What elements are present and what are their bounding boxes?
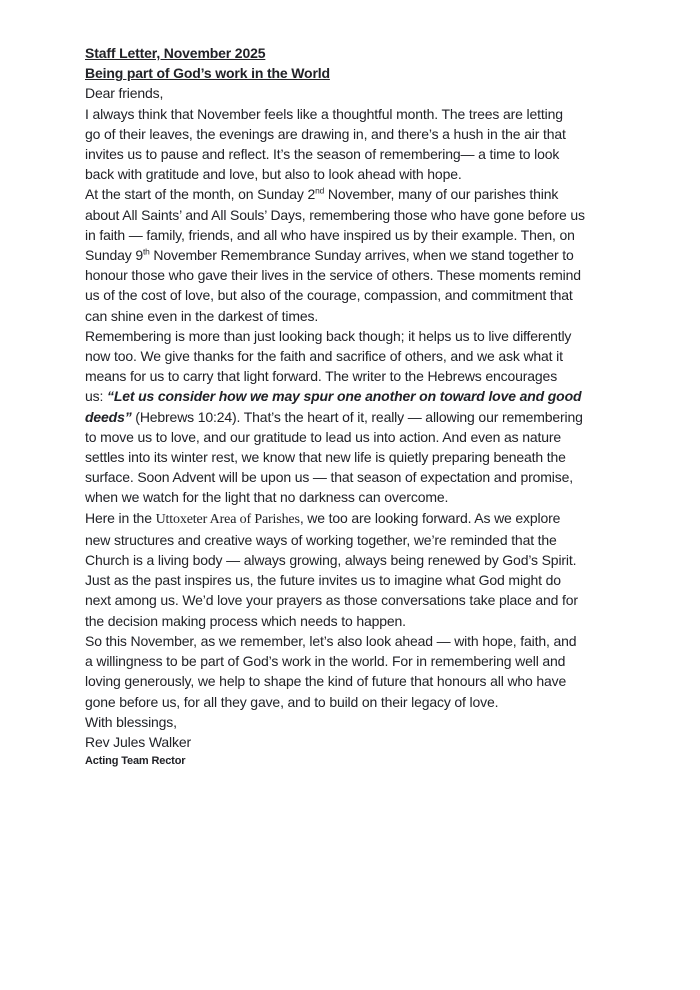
text-segment: Being part of God’s work in the World xyxy=(85,65,330,82)
text-segment: go of their leaves, the evenings are drawing in, and there’s a hush in the air that xyxy=(85,125,566,142)
text-segment: Just as the past inspires us, the future invites us to imagine what God might do xyxy=(85,572,561,589)
text-segment: back with gratitude and love, but also to look ahead with hope. xyxy=(85,166,462,183)
text-segment: about All Saints’ and All Souls’ Days, remembering those who have gone before us xyxy=(85,206,585,223)
text-segment: Staff Letter, November 2025 xyxy=(85,45,266,61)
text-line xyxy=(85,164,650,184)
bi-text-segment: deeds” xyxy=(85,408,132,425)
text-line xyxy=(85,467,650,487)
text-line xyxy=(85,63,650,83)
text-line xyxy=(85,407,650,427)
text-line xyxy=(85,508,650,530)
text-segment: in faith — family, friends, and all who have inspired us by their example. Then, on xyxy=(85,226,575,243)
text-line xyxy=(85,550,650,570)
text-segment: Remembering is more than just looking back though; it helps us to live differently xyxy=(85,327,572,344)
text-segment: (Hebrews 10:24). That’s the heart of it, really — allowing our remembering xyxy=(131,408,583,425)
text-line xyxy=(85,124,650,144)
text-line xyxy=(85,611,650,631)
text-segment: can shine even in the darkest of times. xyxy=(85,307,319,324)
text-segment: invites us to pause and reflect. It’s the season of remembering— a time to look xyxy=(85,146,560,163)
text-segment: , we too are looking forward. As we explore xyxy=(299,509,561,526)
text-line xyxy=(85,285,650,305)
text-line xyxy=(85,570,650,590)
text-segment: gone before us, for all they gave, and to build on their legacy of love. xyxy=(85,693,499,710)
letter-body xyxy=(85,43,650,770)
text-segment: Sunday 9 xyxy=(85,247,143,264)
bi-text-segment: “Let us consider how we may spur one another on toward love and good xyxy=(106,388,582,405)
text-line xyxy=(85,447,650,467)
text-line xyxy=(85,692,650,712)
text-line xyxy=(85,306,650,326)
text-line xyxy=(85,83,650,103)
sign-off xyxy=(85,712,650,752)
serif-text-segment: Uttoxeter Area of Parishes xyxy=(155,511,300,527)
text-line xyxy=(85,487,650,507)
text-line xyxy=(85,671,650,691)
text-segment: us: xyxy=(85,388,107,405)
text-segment: a willingness to be part of God’s work in the world. For in remembering well and xyxy=(85,653,566,670)
text-line xyxy=(85,184,650,204)
text-line xyxy=(85,265,650,285)
text-line xyxy=(85,366,650,386)
text-line xyxy=(85,245,650,265)
text-segment: to move us to love, and our gratitude to lead us into action. And even as nature xyxy=(85,428,561,445)
text-segment: now too. We give thanks for the faith and sacrifice of others, and we ask what it xyxy=(85,348,563,365)
letter-heading xyxy=(85,43,650,83)
text-segment: honour those who gave their lives in the service of others. These moments remind xyxy=(85,267,581,284)
text-line xyxy=(85,205,650,225)
text-segment: when we watch for the light that no darkness can overcome. xyxy=(85,489,449,506)
sup-text-segment: th xyxy=(142,246,150,257)
text-line xyxy=(85,651,650,671)
text-segment: us of the cost of love, but also of the courage, compassion, and commitment that xyxy=(85,287,573,304)
text-segment: At the start of the month, on Sunday 2 xyxy=(85,186,316,203)
text-segment: means for us to carry that light forward. The writer to the Hebrews encourages xyxy=(85,368,558,385)
text-line xyxy=(85,346,650,366)
paragraph-2 xyxy=(85,184,650,325)
sup-text-segment: nd xyxy=(315,185,325,196)
salutation xyxy=(85,83,650,103)
text-line xyxy=(85,712,650,732)
text-segment: Church is a living body — always growing, always being renewed by God’s Spirit. xyxy=(85,552,577,569)
text-line xyxy=(85,386,650,406)
text-segment: new structures and creative ways of working together, we’re reminded that the xyxy=(85,531,557,548)
text-segment: November Remembrance Sunday arrives, when we stand together to xyxy=(149,247,574,264)
text-segment: loving generously, we help to shape the kind of future that honours all who have xyxy=(85,673,567,690)
text-segment: Dear friends, xyxy=(85,85,164,102)
text-segment: November, many of our parishes think xyxy=(324,186,559,203)
text-line xyxy=(85,43,650,63)
paragraph-4 xyxy=(85,508,650,631)
text-segment: the decision making process which needs to happen. xyxy=(85,612,406,629)
text-line xyxy=(85,631,650,651)
text-line xyxy=(85,427,650,447)
text-line xyxy=(85,732,650,752)
paragraph-1 xyxy=(85,104,650,185)
text-segment: surface. Soon Advent will be upon us — that season of expectation and promise, xyxy=(85,469,573,486)
text-line xyxy=(85,752,650,770)
text-line xyxy=(85,530,650,550)
text-segment: Rev Jules Walker xyxy=(85,733,191,750)
text-line xyxy=(85,590,650,610)
text-segment: next among us. We’d love your prayers as those conversations take place and for xyxy=(85,592,578,609)
paragraph-5 xyxy=(85,631,650,712)
text-line xyxy=(85,144,650,164)
signature-role xyxy=(85,752,650,770)
text-segment: Here in the xyxy=(85,509,156,526)
text-segment: With blessings, xyxy=(85,713,177,730)
paragraph-3 xyxy=(85,326,650,508)
text-line xyxy=(85,326,650,346)
text-segment: I always think that November feels like a thoughtful month. The trees are letting xyxy=(85,105,563,122)
text-line xyxy=(85,225,650,245)
text-segment: So this November, as we remember, let’s also look ahead — with hope, faith, and xyxy=(85,632,577,649)
text-segment: settles into its winter rest, we know that new life is quietly preparing beneath the xyxy=(85,449,566,466)
text-line xyxy=(85,104,650,124)
text-segment: Acting Team Rector xyxy=(85,755,186,768)
